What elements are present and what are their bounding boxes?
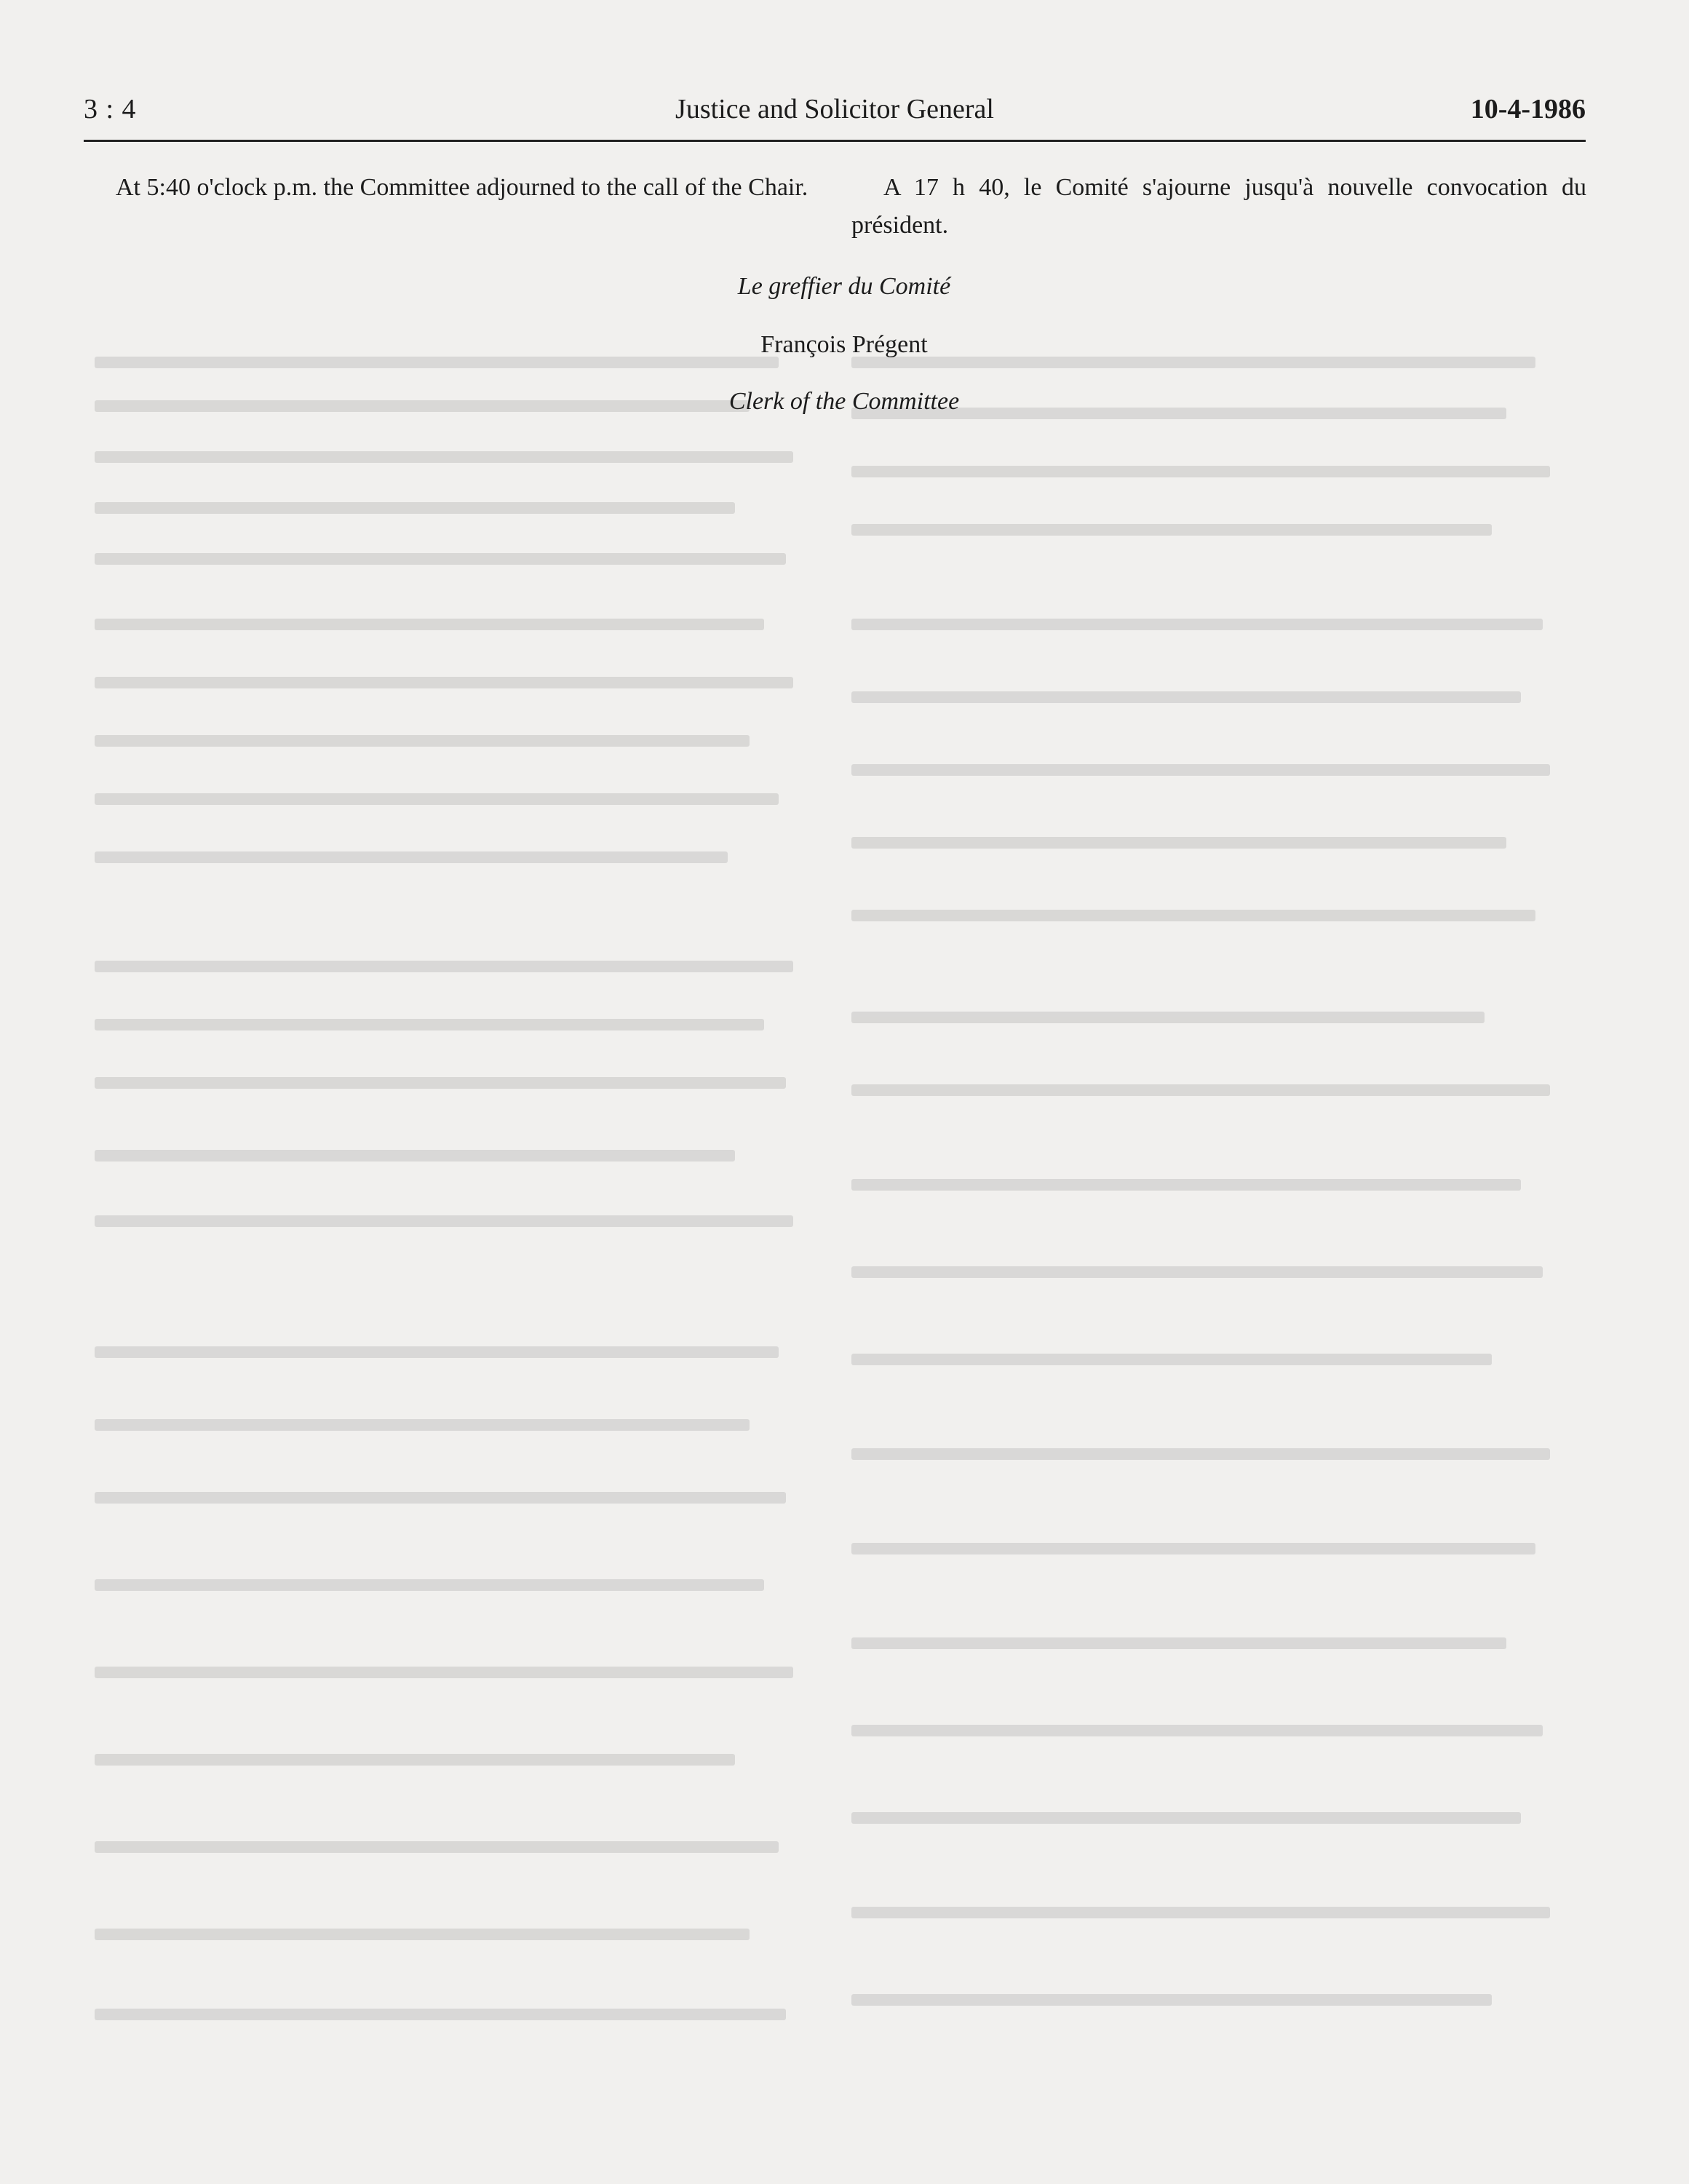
english-column <box>84 169 819 207</box>
page-date: 10-4-1986 <box>1470 94 1586 124</box>
page-number: 3 : 4 <box>84 94 137 124</box>
reverse-side-bleed-through <box>80 211 1594 2074</box>
page-header <box>84 93 1586 142</box>
adjournment-paragraph-english: At 5:40 o'clock p.m. the Committee adjourned to the call of the Chair. <box>116 174 808 201</box>
adjournment-paragraph-french: A 17 h 40, le Comité s'ajourne jusqu'à nouvelle convocation du président. <box>851 174 1586 239</box>
clerk-title-french: Le greffier du Comité <box>737 273 951 300</box>
french-column <box>851 169 1586 245</box>
clerk-name: François Prégent <box>760 331 928 358</box>
clerk-title-english: Clerk of the Committee <box>728 388 960 415</box>
running-title: Justice and Solicitor General <box>675 94 994 124</box>
